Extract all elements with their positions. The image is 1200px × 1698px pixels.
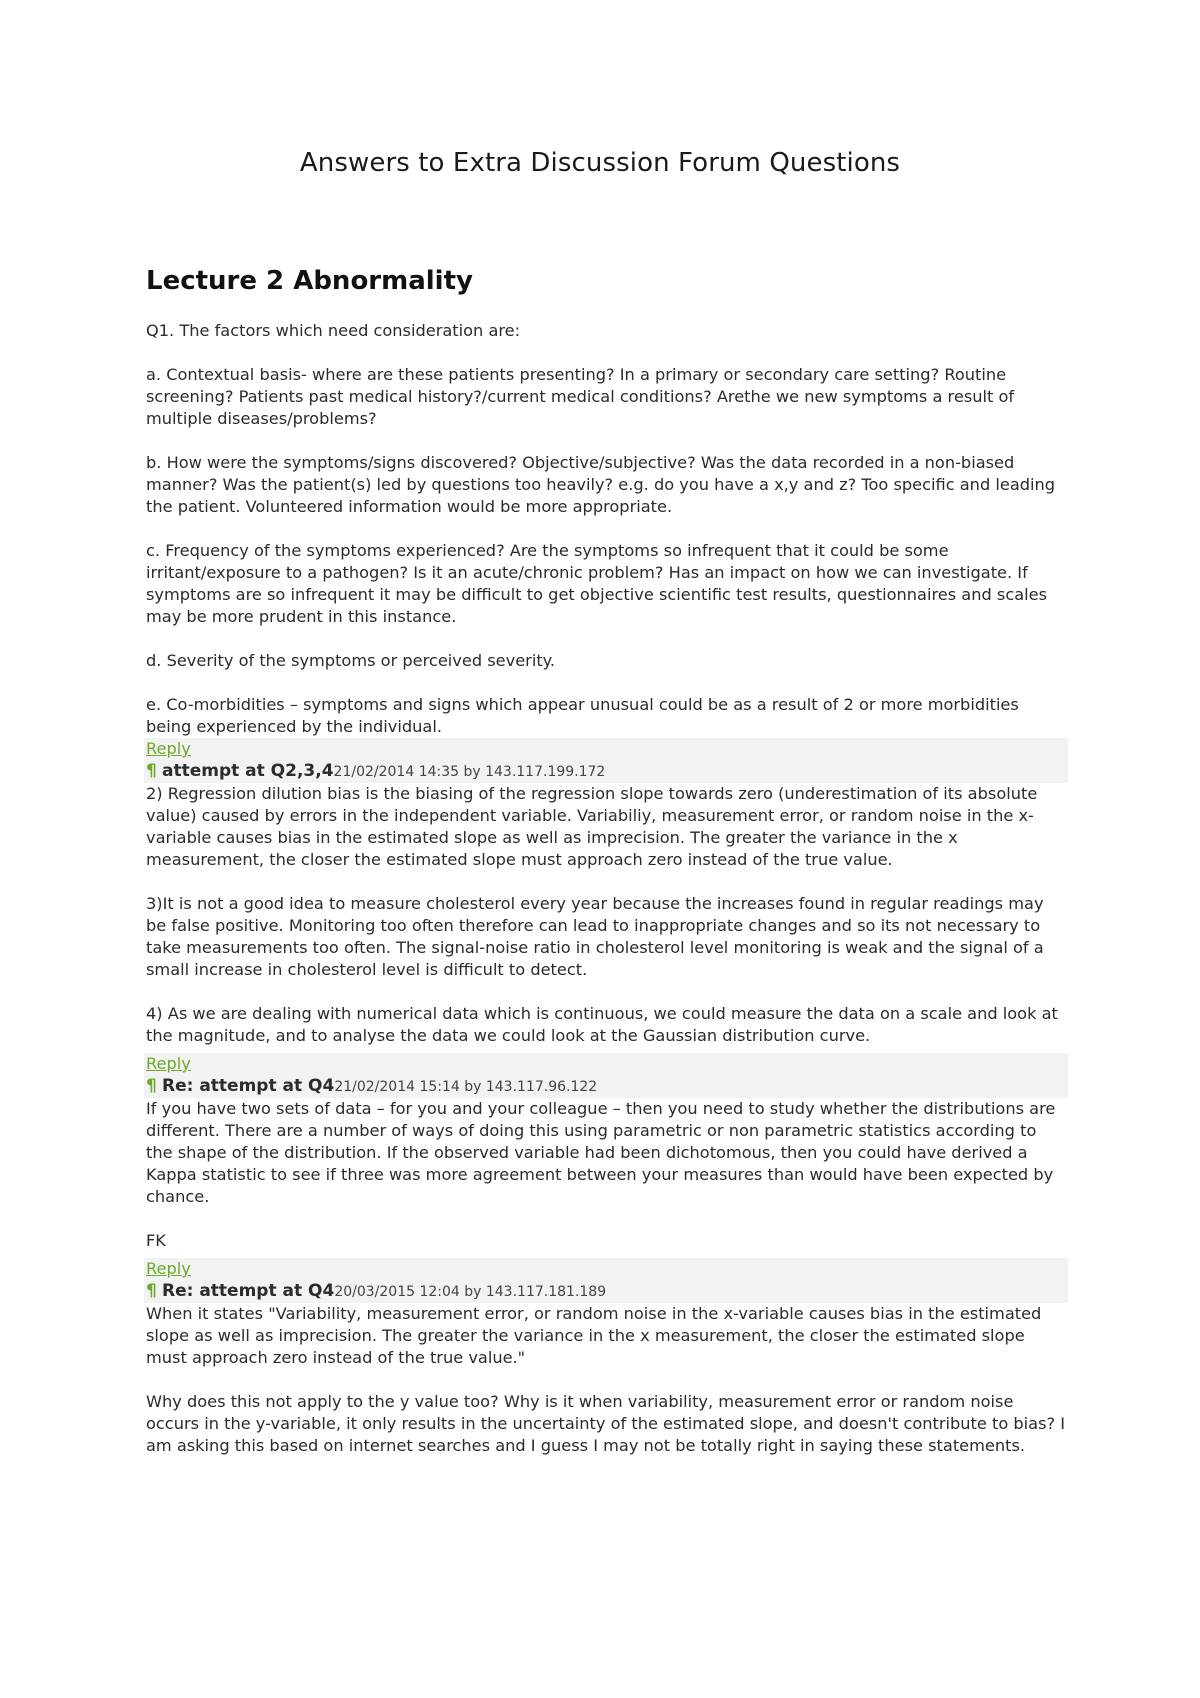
factor-item-a: a. Contextual basis- where are these patients presenting? In a primary or secondary care setting? Routine screening? Patients past medical history?/current medical conditions? Arethe we new symptoms a result of multiple diseases/problems? <box>146 365 1015 428</box>
post-header <box>144 738 1068 783</box>
post-paragraph: If you have two sets of data – for you and your colleague – then you need to study whether the distributions are different. There are a number of ways of doing this using parametric or non parametric statistics according to the shape of the distribution. If the observed variable had been dichotomous, then you could have derived a Kappa statistic to see if three was more agreement between your measures than would have been expected by chance. <box>146 1099 1056 1206</box>
post-body <box>146 783 1066 1047</box>
factor-item-e: e. Co-morbidities – symptoms and signs which appear unusual could be as a result of 2 or more morbidities being experienced by the individual. <box>146 695 1019 736</box>
reply-link[interactable]: Reply <box>146 739 191 758</box>
post-meta: 21/02/2014 14:35 by 143.117.199.172 <box>333 764 606 780</box>
post-paragraph: When it states "Variability, measurement error, or random noise in the x-variable causes bias in the estimated slope as well as imprecision. The greater the variance in the x measurement, the closer the estimated slope must approach zero instead of the true value." <box>146 1304 1042 1367</box>
post-signature: FK <box>146 1231 166 1250</box>
question-intro: Q1. The factors which need consideration are: <box>146 321 521 340</box>
post-meta: 20/03/2015 12:04 by 143.117.181.189 <box>334 1284 607 1300</box>
post-header <box>144 1258 1068 1303</box>
post-title: Re: attempt at Q4 <box>161 1076 335 1096</box>
post-title: Re: attempt at Q4 <box>161 1281 335 1301</box>
document-title: Answers to Extra Discussion Forum Questions <box>299 148 901 178</box>
post-meta: 21/02/2014 15:14 by 143.117.96.122 <box>334 1079 598 1095</box>
post-title-line <box>146 760 1066 783</box>
reply-link[interactable]: Reply <box>146 1259 191 1278</box>
section-heading: Lecture 2 Abnormality <box>146 266 473 296</box>
post-title: attempt at Q2,3,4 <box>161 761 334 781</box>
permalink-icon[interactable]: ¶ <box>146 761 157 781</box>
post-paragraph: 3)It is not a good idea to measure cholesterol every year because the increases found in regular readings may be false positive. Monitoring too often therefore can lead to inappropriate changes and so its not necessary to take measurements too often. The signal-noise ratio in cholesterol level monitoring is weak and the signal of a small increase in cholesterol level is difficult to detect. <box>146 894 1044 979</box>
post-paragraph: 2) Regression dilution bias is the biasing of the regression slope towards zero (underestimation of its absolute value) caused by errors in the independent variable. Variabiliy, measurement error, or random noise in the x-variable causes bias in the estimated slope as well as imprecision. The greater the variance in the x measurement, the closer the estimated slope must approach zero instead of the true value. <box>146 784 1038 869</box>
post-body <box>146 1098 1066 1252</box>
post-title-line <box>146 1280 1066 1303</box>
post-title-line <box>146 1075 1066 1098</box>
post-paragraph: Why does this not apply to the y value too? Why is it when variability, measurement error or random noise occurs in the y-variable, it only results in the uncertainty of the estimated slope, and doesn't contribute to bias? I am asking this based on internet searches and I guess I may not be totally right in saying these statements. <box>146 1392 1066 1455</box>
post-body <box>146 1303 1066 1457</box>
permalink-icon[interactable]: ¶ <box>146 1281 157 1301</box>
permalink-icon[interactable]: ¶ <box>146 1076 157 1096</box>
factor-item-c: c. Frequency of the symptoms experienced? Are the symptoms so infrequent that it could be some irritant/exposure to a pathogen? Is it an acute/chronic problem? Has an impact on how we can investigate. If symptoms are so infrequent it may be difficult to get objective scientific test results, questionnaires and scales may be more prudent in this instance. <box>146 541 1048 626</box>
factor-item-b: b. How were the symptoms/signs discovered? Objective/subjective? Was the data recorded in a non-biased manner? Was the patient(s) led by questions too heavily? e.g. do you have a x,y and z? Too specific and leading the patient. Volunteered information would be more appropriate. <box>146 453 1056 516</box>
reply-link[interactable]: Reply <box>146 1054 191 1073</box>
factor-item-d: d. Severity of the symptoms or perceived severity. <box>146 651 556 670</box>
post-paragraph: 4) As we are dealing with numerical data which is continuous, we could measure the data on a scale and look at the magnitude, and to analyse the data we could look at the Gaussian distribution curve. <box>146 1004 1058 1045</box>
post-header <box>144 1053 1068 1098</box>
document-body <box>146 320 1066 1457</box>
